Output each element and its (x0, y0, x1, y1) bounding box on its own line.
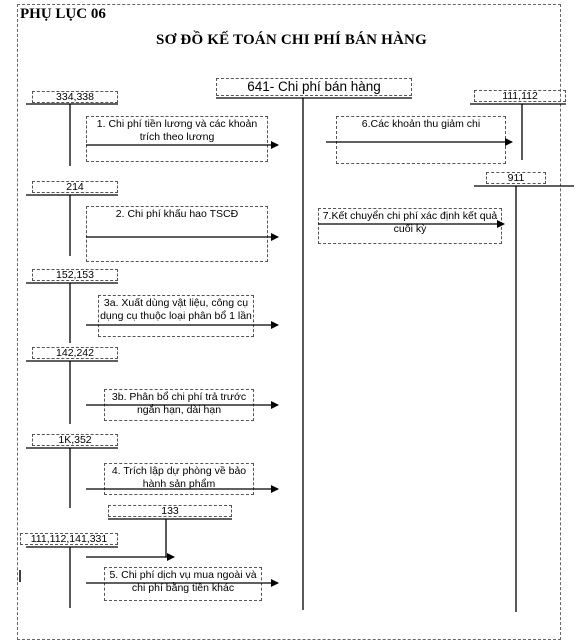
step-7-closing-transfer: 7.Kết chuyển chi phí xác định kết quả cuối kỳ (318, 208, 502, 244)
step-4-warranty-provision: 4. Trích lập dự phòng về bảo hành sản phẩm (104, 463, 254, 495)
appendix-label: PHỤ LỤC 06 (20, 6, 106, 22)
account-334-338: 334,338 (32, 91, 118, 103)
step-1-salary-costs: 1. Chi phí tiền lương và các khoản trích theo lương (86, 116, 268, 162)
account-142-242: 142,242 (32, 347, 118, 359)
account-911: 911 (486, 172, 546, 184)
step-3b-prepaid-allocation: 3b. Phân bổ chi phí trả trước ngắn hạn, dài hạn (104, 389, 254, 421)
account-214: 214 (32, 181, 118, 193)
account-152-153: 152,153 (32, 269, 118, 281)
step-5-external-services: 5. Chi phí dịch vụ mua ngoài và chi phí bằng tiền khác (104, 567, 262, 601)
account-133: 133 (108, 505, 232, 517)
step-2-depreciation: 2. Chi phí khấu hao TSCĐ (86, 206, 268, 262)
main-account-label: 641- Chi phí bán hàng (216, 78, 412, 96)
account-111-112-right: 111,112 (474, 90, 566, 102)
account-1k-352: 1K,352 (32, 434, 118, 446)
step-6-cost-reductions: 6.Các khoản thu giảm chi (336, 116, 506, 164)
diagram-title: SƠ ĐỒ KẾ TOÁN CHI PHÍ BÁN HÀNG (156, 32, 427, 48)
account-111-112-141-331: 111,112,141,331 (20, 533, 118, 545)
step-3a-materials: 3a. Xuất dùng vật liệu, công cụ dụng cụ thuộc loại phân bổ 1 lần (98, 295, 254, 337)
